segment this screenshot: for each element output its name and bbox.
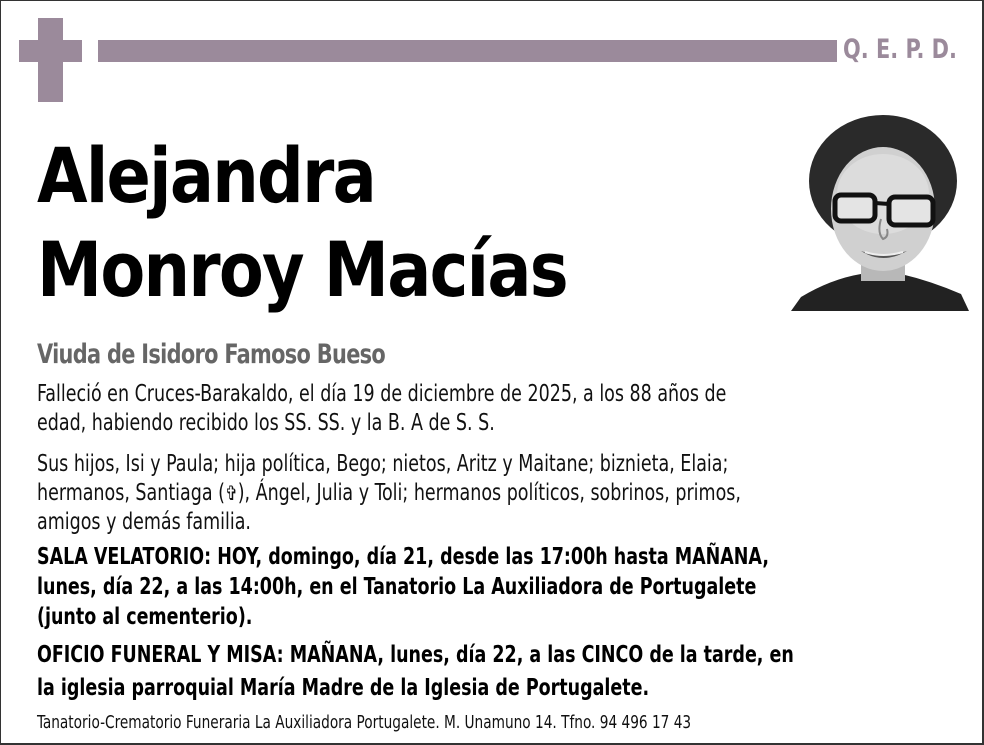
death-notice (37, 380, 726, 438)
family-line: amigos y demás familia. (37, 509, 251, 535)
funeral-line: OFICIO FUNERAL Y MISA: MAÑANA, lunes, día 22, a las CINCO de la tarde, en (37, 642, 794, 668)
deceased-name (37, 129, 567, 317)
portrait-image (791, 109, 971, 311)
death-notice-line: Falleció en Cruces-Barakaldo, el día 19 de diciembre de 2025, a los 88 años de (37, 381, 727, 407)
header-rule (98, 40, 837, 62)
surnames: Monroy Macías (37, 225, 567, 314)
family-line: Sus hijos, Isi y Paula; hija política, Bego; nietos, Aritz y Maitane; biznieta, Elaia; (37, 451, 729, 477)
wake-line: (junto al cementerio). (37, 604, 253, 630)
portrait-photo (791, 109, 971, 311)
family-text: hermanos, Santiaga ( (37, 480, 225, 506)
death-notice-line: edad, habiendo recibido los SS. SS. y la B. A de S. S. (37, 410, 495, 436)
family-text: ), Ángel, Julia y Toli; hermanos políticos, sobrinos, primos, (237, 480, 741, 506)
funeral-line: la iglesia parroquial María Madre de la Iglesia de Portugalete. (37, 675, 650, 701)
wake-line: lunes, día 22, a las 14:00h, en el Tanatorio La Auxiliadora de Portugalete (37, 574, 757, 600)
funeral-home-footer: Tanatorio-Crematorio Funeraria La Auxiliadora Portugalete. M. Unamuno 14. Tfno. 94 496 17 43 (37, 712, 692, 733)
latin-cross-icon-arm (19, 40, 82, 62)
family-line (37, 479, 741, 508)
wake-line: SALA VELATORIO: HOY, domingo, día 21, desde las 17:00h hasta MAÑANA, (37, 544, 769, 570)
widow-of: Viuda de Isidoro Famoso Bueso (37, 339, 386, 370)
qepd-label: Q. E. P. D. (843, 34, 957, 65)
deceased-cross-icon: ✞ (224, 481, 238, 505)
family-list (37, 450, 741, 537)
first-name: Alejandra (37, 131, 376, 220)
wake-info (37, 542, 769, 632)
funeral-info (37, 639, 794, 705)
